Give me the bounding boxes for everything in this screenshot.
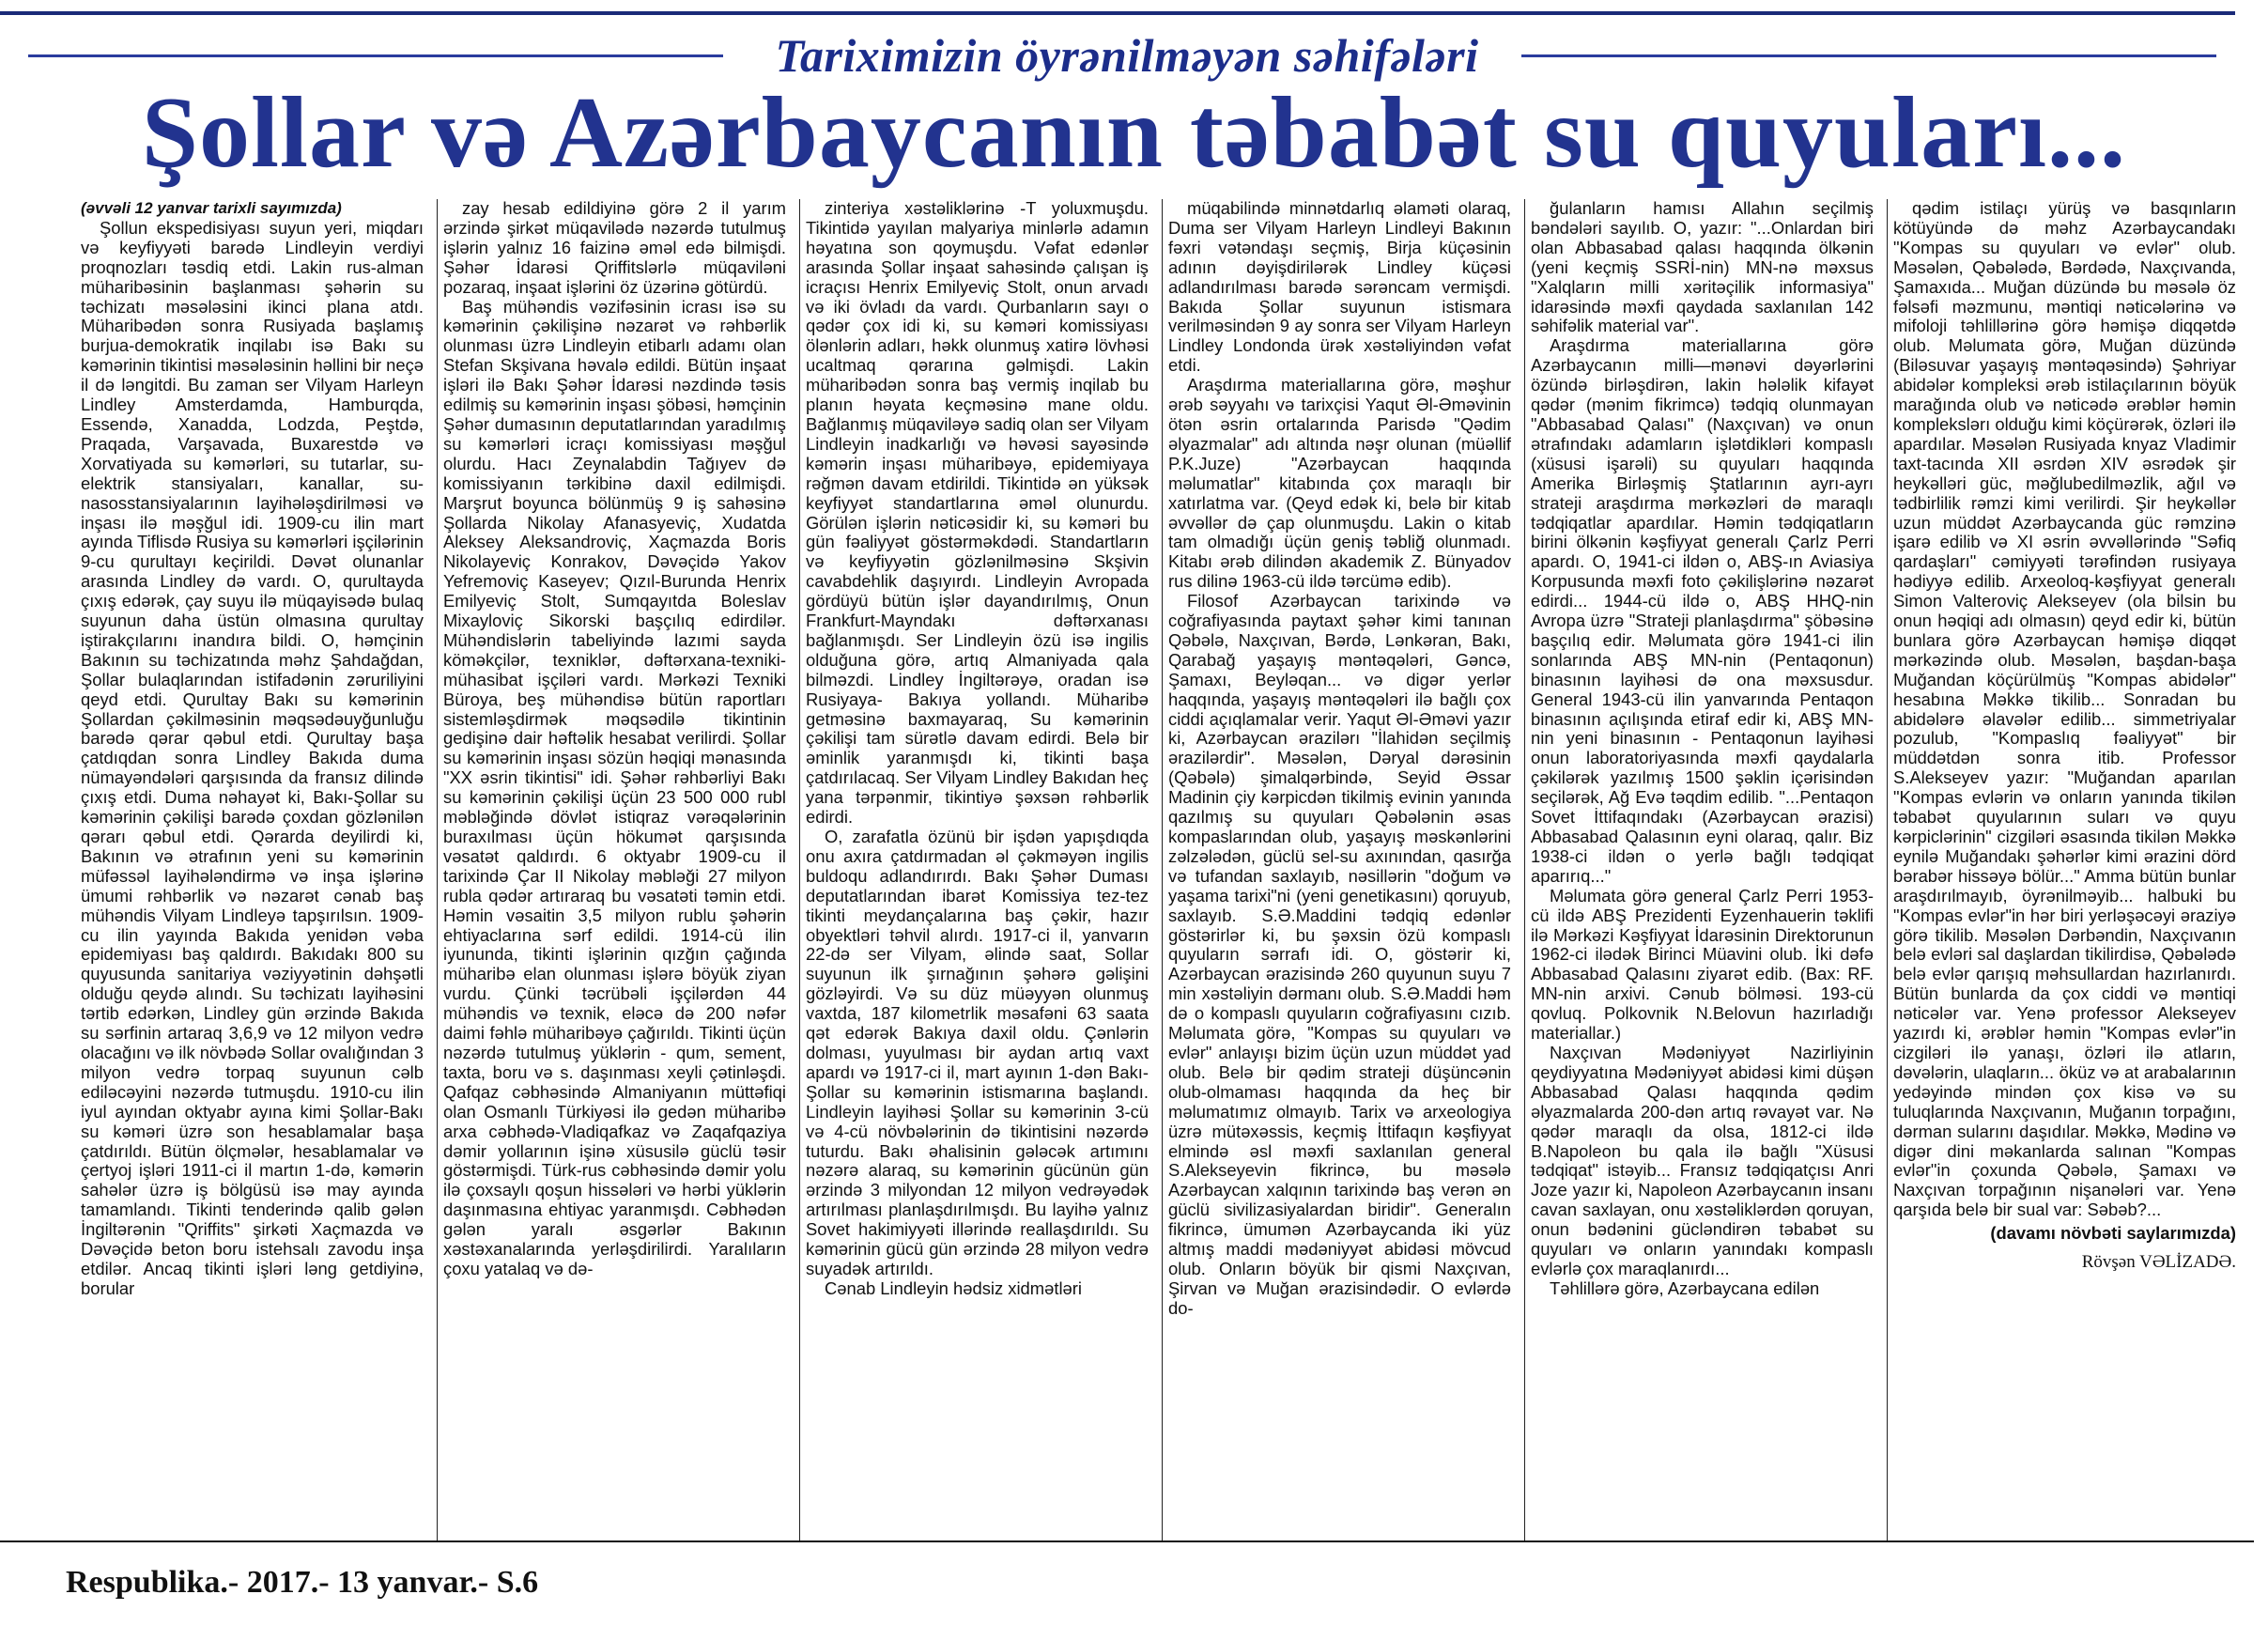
column-2 (443, 199, 786, 1542)
paragraph: Filosof Azərbaycan tarixində və coğrafiyasında paytaxt şəhər kimi tanınan Qəbələ, Naxçıvan, Bərdə, Lənkəran, Bakı, Qarabağ yaşayış məntəqələri, Gəncə, Şamaxı, Beyləqan... və digər yerlər haqqında, yaşayış məntəqələri ilə bağlı çox ciddi açıqlamalar verir. Yaqut Əl-Əməvi yazır ki, Azərbaycan ərazilərı "İlahidən seçilmiş ərazilərdir". Məsələn, Dəryal dərəsinin (Qəbələ) şimalqərbində, Seyid Əssar Madinin çiy kərpicdən tikilmiş evinin yanında qazılmış su quyuları Qəbələnin əsas kompaslarından olub, yaşayış məskənlərini zəlzələdən, güclü sel-su axınından, qasırğa və tufandan saxlayıb, nəsillərin "doğum və yaşama tarixi"ni (yeni genetikasını) qoruyub, saxlayıb. S.Ə.Maddini tədqiq edənlər göstərirlər ki, bu şəxsin özü kompaslı quyuların sərrafı idi. O, göstərir ki, Azərbaycan ərazisində 260 quyunun suyu 7 min xəstəliyin dərmanı olub. S.Ə.Maddi həm də o kompaslı quyuların coğrafiyasını cızıb. Məlumata görə, "Kompas su quyuları və evlər" anlayışı bizim üçün uzun müddət yad olub. Belə bir qədim strateji düşüncənin olub-olmaması haqqında da heç bir məlumatımız olmayıb. Tarix və arxeologiya üzrə mütəxəssis, keçmiş İttifaqın kəşfiyyat elmində əsl məxfi saxlanılan general S.Alekseyevin fikrincə, bu məsələ Azərbaycan xalqının tarixində baş verən ən güclü sivilizasiyalardan biridir". Generalın fikrincə, ümumən Azərbaycanda iki yüz altmış maddi mədəniyyət abidəsi mövcud olub. Onların böyük bir qismi Naxçıvan, Şirvan və Muğan ərazisindədir. O evlərdə do- (1168, 591, 1511, 1318)
column-divider (1887, 199, 1888, 1542)
paragraph: Şollun ekspedisiyası suyun yeri, miqdarı və keyfiyyəti barədə Lindleyin verdiyi proqnozları təsdiq etdi. Lakin rus-alman müharibəsinin başlanması şəhərin su təchizatı məsələsini ikinci plana atdı. Müharibədən sonra Rusiyada başlamış burjua-demokratik inqilabı isə Bakı su kəmərinin tikintisi məsələsinin həllini bir neçə il də ləngitdi. Bu zaman ser Vilyam Harleyn Lindley Amsterdamda, Hamburqda, Essendə, Xanadda, Lodzda, Peştdə, Praqada, Varşavada, Buxarestdə və Xorvatiyada su kəmərləri, su tutarlar, su-elektrik stansiyaları, kanallar, su-nasosstansiyalarının layihələşdirilməsi və inşası ilə məşğul idi. 1909-cu ilin mart ayında Tiflisdə Rusiya su kəmərləri işçilərinin 9-cu qurultayı keçirildi. Dəvət olunanlar arasında Lindley də vardı. O, qurultayda çıxış edərək, çay suyu ilə müqayisədə bulaq suyunun daha üstün olmasına qurultay iştirakçılarını inandıra bildi. O, həmçinin Bakının su təchizatında məhz Şahdağdan, Şollar bulaqlarından istifadənin zəruriliyini qeyd etdi. Qurultay Bakı su kəmərinin Şollardan çəkilməsinin məqsədəuyğunluğu barədə qərar qəbul etdi. Qurultay başa çatdıqdan sonra Lindley Bakıda duma nümayəndələri qarşısında da fransız dilində çıxış etdi. Duma nəhayət ki, Bakı-Şollar su kəmərinin çəkilişi barədə çoxdan gözlənilən qərarı qəbul etdi. Qərarda deyilirdi ki, Bakının və ətrafının yeni su kəmərinin müfəssəl layihələndirmə və inşa işlərinə ümumi rəhbərlik və nəzarət cənab baş mühəndis Vilyam Lindleyə tapşırılsın. 1909-cu ilin yayında Bakıda yenidən vəba epidemiyası baş qaldırdı. Bakıdakı 800 su quyusunda sanitariya vəziyyətinin dəhşətli olduğu qeydə alındı. Su təchizatı layihəsini tərtib edərkən, Lindley gün ərzində Bakıda su sərfinin artaraq 3,6,9 və 12 milyon vedrə olacağını və ilk növbədə Sollar ovalığından 3 milyon vedrə torpaq suyunun cəlb ediləcəyini nəzərdə tutmuşdu. 1910-cu ilin iyul ayından oktyabr ayına kimi Şollar-Bakı su kəməri üzrə son hesablamalar başa çatdırıldı. Bütün ölçmələr, hesablamalar və çertyoj işləri 1911-ci il martın 1-də, kəmərin sahələr üzrə iş bölgüsü isə may ayında tamamlandı. Tikinti tenderində qalib gələn İngiltərənin "Qriffits" şirkəti Xaçmazda və Dəvəçidə beton boru istehsalı zavodu inşa etdilər. Ancaq tikinti işləri ləng getdiyinə, borular (81, 217, 424, 1298)
column-4 (1168, 199, 1511, 1542)
paragraph: Araşdırma materiallarına görə, məşhur ərəb səyyahı və tarixçisi Yaqut Əl-Əməvinin ötən əsrin ortalarında Parisdə "Qədim əlyazmalar" adı altında nəşr olunan (müəllif P.K.Juze) "Azərbaycan haqqında məlumatlar" kitabında çox maraqlı bir xatırlatma var. (Qeyd edək ki, belə bir kitab əvvəllər də çap olunmuşdu. Lakin o kitab tam olmadığı üçün geniş təbliğ olunmadı. Kitabı ərəb dilindən akademik Z. Bünyadov rus dilinə 1963-cü ildə tərcümə edib). (1168, 375, 1511, 592)
previous-issue-note: (əvvəli 12 yanvar tarixli sayımızda) (81, 199, 342, 217)
paragraph: Araşdırma materiallarına görə Azərbaycanın milli—mənəvi dəyərlərini özündə birləşdirən, lakin hələlik kifayət qədər (mənim fikrimcə) tədqiq olunmayan "Abbasabad Qalası" (Naxçıvan) və onun ətrafındakı adamların işlətdikləri kompaslı (xüsusi işarəli) su quyuları haqqında Amerika Birləşmiş Ştatlarının ayrı-ayrı strateji araşdırma mərkəzləri də maraqlı tədqiqatlar apardılar. Həmin tədqiqatların birini ölkənin kəşfiyyat generalı Çarlz Perri apardı. O, 1941-ci ildən o, ABŞ-ın Aviasiya Korpusunda məxfi foto çəkilişlərinə nəzarət edirdi... 1944-cü ildə o, ABŞ HHQ-nin Avropa üzrə "Strateji planlaşdırma" şöbəsinə başçılıq edir. Məlumata görə 1941-ci ilin sonlarında ABŞ MN-nin (Pentaqonun) binasının layihəsi də ona məxsusdur. General 1943-cü ilin yanvarında Pentaqon binasının açılışında etiraf edir ki, ABŞ MN-nin yeni binasının - Pentaqonun layihəsi onun laboratoriyasında məxfi qaydalarla çəkilərək yazılmış 1500 şəklin içərisindən seçilərək, Ağ Evə təqdim edilib. "...Pentaqon Sovet İttifaqındakı (Azərbaycan ərazisi) Abbasabad Qalasının eyni olaraq, qalır. Biz 1938-ci ildən o yerlə bağlı tədqiqat aparırıq..." (1531, 335, 1874, 886)
paragraph: ğulanların hamısı Allahın seçilmiş bəndələri sayılıb. O, yazır: "...Onlardan biri olan Abbasabad qalası haqqında ölkənin (yeni keçmiş SSRİ-nin) MN-nə məxsus "Xalqların milli xəritəçilik informasiya" idarəsində məxfi qaydada saxlanılan 142 səhifəlik material var". (1531, 199, 1874, 336)
article-body (81, 199, 2236, 1542)
paragraph: Baş mühəndis vəzifəsinin icrası isə su kəmərinin çəkilişinə nəzarət və rəhbərlik olunması üzrə Lindleyin etibarlı adamı olan Stefan Skşivana həvalə edildi. Bütün inşaat işləri ilə Bakı Şəhər İdarəsi nəzdində təsis edilmiş su kəmərinin inşası şöbəsi, həmçinin Şəhər dumasının deputatlarından yaradılmış su kəmərləri icraçı komissiyası məşğul olurdu. Hacı Zeynalabdin Tağıyev də komissiyanın tərkibinə daxil edilmişdi. Marşrut boyunca bölünmüş 9 iş sahəsinə Şollarda Nikolay Afanasyeviç, Xudatda Aleksey Aleksandroviç, Xaçmazda Boris Nikolayeviç Konrakov, Dəvəçidə Yakov Yefremoviç Kaseyev; Qızıl-Burunda Henrix Emilyeviç Stolt, Sumqayıtda Boleslav Mixayloviç Sikorski başçılıq edirdilər. Mühəndislərin tabeliyində lazımi sayda köməkçilər, texniklər, dəftərxana-texniki-mühasibat işçiləri vardı. Mərkəzi Texniki Büroya, beş mühəndisə bütün raportları sistemləşdirmək məqsədilə tikintinin gedişinə dair həftəlik hesabat verilirdi. Şollar su kəmərinin inşası sözün həqiqi mənasında "XX əsrin tikintisi" idi. Şəhər rəhbərliyi Bakı su kəmərinin çəkilişi üçün 23 500 000 rubl məbləğində dövlət istiqraz vərəqələrinin buraxılması üçün hökumət qarşısında vəsatət qaldırdı. 6 oktyabr 1909-cu il tarixində Çar II Nikolay məbləği 27 milyon rubla qədər artıraraq bu vəsatəti təmin etdi. Həmin vəsaitin 3,5 milyon rublu şəhərin ehtiyaclarına sərf edildi. 1914-cü ilin iyununda, tikinti işlərinin qızğın çağında müharibə elan olunması işlərə böyük ziyan vurdu. Çünki təcrübəli işçilərdən 44 mühəndis və texnik, eləcə də 200 nəfər daimi fəhlə müharibəyə çağırıldı. Tikinti üçün nəzərdə tutulmuş yüklərin - qum, sement, taxta, boru və s. daşınması xeyli çətinləşdi. Qafqaz cəbhəsində Almaniyanın müttəfiqi olan Osmanlı Türkiyəsi ilə gedən müharibə arxa cəbhədə-Vladiqafkaz və Zaqafqaziya dəmir yollarının işinə xüsusilə güclü təsir göstərmişdi. Türk-rus cəbhəsində dəmir yolu ilə çoxsaylı qoşun hissələri və hərbi yüklərin daşınmasına ehtiyac yaranmışdı. Cəbhədən gələn yaralı əsgərlər Bakının xəstəxanalarında yerləşdirilirdi. Yaralıların çoxu yatalaq və də- (443, 296, 786, 1278)
column-divider (437, 199, 438, 1542)
column-divider (799, 199, 800, 1542)
rubric-rule-left (28, 54, 723, 57)
column-divider (1162, 199, 1163, 1542)
paragraph: zinteriya xəstəliklərinə -T yoluxmuşdu. Tikintidə yayılan malyariya minlərlə adamın həyatına son qoymuşdu. Vəfat edənlər arasında Şollar inşaat sahəsində çalışan iş icraçısı Henrix Emilyeviç Stolt, onun arvadı və iki övladı da vardı. Qurbanların sayı o qədər çox idi ki, su kəməri komissiyası ölənlərin adları, həkk olunmuş xatirə lövhəsi ucaltmaq qərarına gəlmişdi. Lakin müharibədən sonra baş vermiş inqilab bu planın həyata keçməsinə mane oldu. Bağlanmış müqaviləyə sadiq olan ser Vilyam Lindleyin inadkarlığı və həvəsi sayəsində kəmərin inşası müharibəyə, epidemiyaya rəğmən davam etdirildi. Tikintidə ən yüksək keyfiyyət standartlarına əməl olunurdu. Görülən işlərin nəticəsidir ki, su kəməri bu gün fəaliyyət göstərməkdədi. Standartların və keyfiyyətin gözlənilməsinə Skşivin cavabdehlik daşıyırdı. Lindleyin Avropada gördüyü bütün işlər dayandırılmış, Onun Frankfurt-Mayndakı dəftərxanası bağlanmışdı. Ser Lindleyin özü isə ingilis olduğuna görə, artıq Almaniyada qala bilməzdi. Lindley İngiltərəyə, oradan isə Rusiyaya- Bakıya yollandı. Müharibə getməsinə baxmayaraq, Su kəmərinin çəkilişi tam sürətlə davam edirdi. Belə bir əminlik yaranmışdı ki, tikinti başa çatdırılacaq. Ser Vilyam Lindley Bakıdan heç yana tərpənmir, tikintiyə şəxsən rəhbərlik edirdi. (806, 199, 1149, 828)
top-border (0, 0, 2268, 13)
paragraph: O, zarafatla özünü bir işdən yapışdıqda onu axıra çatdırmadan əl çəkməyən ingilis buldoqu adlandırırdı. Bakı Şəhər Duması deputatlarından ibarət Komissiya tez-tez tikinti meydançalarına baş çəkir, hazır obyektləri təhvil alırdı. 1917-ci il, yanvarın 22-də ser Vilyam, əlində saat, Sollar suyunun ilk şırnağının şəhərə gəlişini gözləyirdi. Və su düz müəyyən olunmuş vaxtda, 187 kilometrlik məsafəni 63 saata qət edərək Bakıya daxil oldu. Çənlərin dolması, yuyulması bir aydan artıq vaxt apardı və 1917-ci il, mart ayının 1-dən Bakı-Şollar su kəmərinin istismarına başlandı. Lindleyin layihəsi Şollar su kəmərinin 3-cü və 4-cü növbələrinin də tikintisini nəzərdə tuturdu. Bakı əhalisinin gələcək artımını nəzərə alaraq, su kəmərinin gücünün gün ərzində 3 milyondan 12 milyon vedrəyədək artırılması planlaşdırılmışdı. Bu layihə yalnız Sovet hakimiyyəti illərində reallaşdırıldı. Su kəmərinin gücü gün ərzində 28 milyon vedrə suyadək artırıldı. (806, 827, 1149, 1278)
paragraph: müqabilində minnətdarlıq əlaməti olaraq, Duma ser Vilyam Harleyn Lindleyi Bakının fəxri vətəndaşı seçmiş, Birja küçəsinin adının dəyişdirilərək Lindley küçəsi adlandırılması barədə sərəncam vermişdi. Bakıda Şollar suyunun istismara verilməsindən 9 ay sonra ser Vilyam Harleyn Lindley Londonda ürək xəstəliyindən vəfat etdi. (1168, 199, 1511, 376)
paragraph: zay hesab edildiyinə görə 2 il yarım ərzində şirkət müqavilədə nəzərdə tutulmuş işlərin yalnız 16 faizinə əməl edə bilmişdi. Şəhər İdarəsi Qriffitslərlə müqaviləni pozaraq, inşaat işlərini öz üzərinə götürdü. (443, 199, 786, 297)
paragraph: Məlumata görə general Çarlz Perri 1953-cü ildə ABŞ Prezidenti Eyzenhauerin təklifi ilə Mərkəzi Kəşfiyyat İdarəsinin Direktorunun 1962-ci ilədək Birinci Müavini olub. İki dəfə Abbasabad Qalasını ziyarət edib. (Bax: RF. MN-nin arxivi. Cənub bölməsi. 193-cü qovluq. Polkovnik N.Belovun hazırladığı materiallar.) (1531, 885, 1874, 1044)
source-citation: Respublika.- 2017.- 13 yanvar.- S.6 (66, 1565, 539, 1600)
paragraph: Naxçıvan Mədəniyyət Nazirliyinin qeydiyyatına Mədəniyyət abidəsi kimi düşən Abbasabad Qalası haqqında qədim əlyazmalarda 200-dən artıq rəvayət var. Nə qədər maraqlı da olsa, 1812-ci ildə B.Napoleon bu qala ilə bağlı "Xüsusi tədqiqat" istəyib... Fransız tədqiqatçısı Anri Joze yazır ki, Napoleon Azərbaycanın insanı cavan saxlayan, onu xəstəliklərdən qoruyan, onun bədənini gücləndirən təbabət su quyuları və onların yanındakı kompaslı evlərlə çox maraqlanırdı... (1531, 1042, 1874, 1278)
rubric-rule-right (1521, 54, 2216, 57)
column-divider (1524, 199, 1525, 1542)
paragraph: Cənab Lindleyin hədsiz xidmətləri (825, 1277, 1082, 1298)
footer-rule (0, 1540, 2254, 1542)
continued-note: (davamı növbəti saylarımızda) (1990, 1223, 2236, 1244)
paragraph: Təhlillərə görə, Azərbaycana edilən (1550, 1277, 1820, 1298)
column-5 (1531, 199, 1874, 1542)
paragraph: qədim istilaçı yürüş və basqınların kötüyündə də məhz Azərbaycandakı "Kompas su quyuları və evlər" olub. Məsələn, Qəbələdə, Bərdədə, Naxçıvanda, Şamaxıda... Muğan düzündə bu məsələ öz fəlsəfi məzmunu, məntiqi nəticələrinə və mifoloji təhlillərinə görə həmişə diqqətdə olub. Məlumata görə, Muğan düzündə (Biləsuvar yaşayış məntəqəsində) Şəhriyar abidələr kompleksi ərəb istilaçılarının böyük marağında olub və nəticədə ərəblər həmin komplekslərı olduğu kimi köçürərək, özləri ilə apardılar. Məsələn Rusiyada knyaz Vladimir taxt-tacında XII əsrdən XIV əsrədək şir heykəlləri güc, məğlubedilməzlik, ağıl və tədbirlilik rəmzi kimi verilirdi. Şir heykəllər uzun müddət Azərbaycanda güc rəmzinə işarə edilib və XI əsrin əvvəllərində "Səfiq qardaşları" cəmiyyəti tərəfindən rusiyaya hədiyyə edilib. Arxeoloq-kəşfiyyat generalı Simon Valteroviç Alekseyev (ola bilsin bu onun həqiqi adı olmasın) qeyd edir ki, bütün bunlara görə Azərbaycan həmişə diqqət mərkəzində olub. Məsələn, başdan-başa Muğandan köçürülmüş "Kompas abidələr" hesabına Məkkə tikilib... Sonradan bu abidələrə əlavələr edilib... simmetriyalar pozulub, "Kompaslıq fəaliyyət" bir müddətdən sonra itib. Professor S.Alekseyev yazır: "Muğandan aparılan "Kompas evlərin və onların yanında tikilən təbabət quyularının suları və quyu kərpiclərinin" cizgiləri əsasında tikilən Məkkə eynilə Muğandakı şəhərlər kimi ərazini dörd bərabər hissəyə bölür..." Amma bütün bunlar araşdırılmayıb, öyrənilməyib... halbuki bu "Kompas evlər"in hər biri yerləşəcəyi əraziyə görə tikilib. Məsələn Dərbəndin, Naxçıvanın belə evləri sal daşlardan tikilirdisə, Qəbələdə belə evlər qarışıq məhsullardan hazırlanırdı. Bütün bunlarda da çox ciddi və məntiqi nəticələr var. Yenə professor Alekseyev yazırdı ki, ərəblər həmin "Kompas evlər"in cizgiləri ilə yanaşı, özləri ilə atların, dəvələrin, ulaqların... öküz və at arabalarının yedəyində mindən çox kisə və su tuluqlarında Naxçıvanın, Muğanın torpağını, dərman sularını daşıdılar. Məkkə, Mədinə və digər dini məkanlarda salınan "Kompas evlər"in çoxunda Qəbələ, Şamaxı və Naxçıvan torpağının nişanələri var. Yenə qarşıda belə bir sual var: Səbəb?... (1893, 199, 2236, 1220)
author-signature: Rövşən VƏLİZADƏ. (2081, 1252, 2236, 1273)
column-6 (1893, 199, 2236, 1542)
column-3 (806, 199, 1149, 1542)
article-headline: Şollar və Azərbaycanın təbabət su quyuları... (141, 77, 2127, 189)
column-1 (81, 199, 424, 1542)
rubric-title: Tariximizin öyrənilməyən səhifələri (775, 29, 1479, 82)
